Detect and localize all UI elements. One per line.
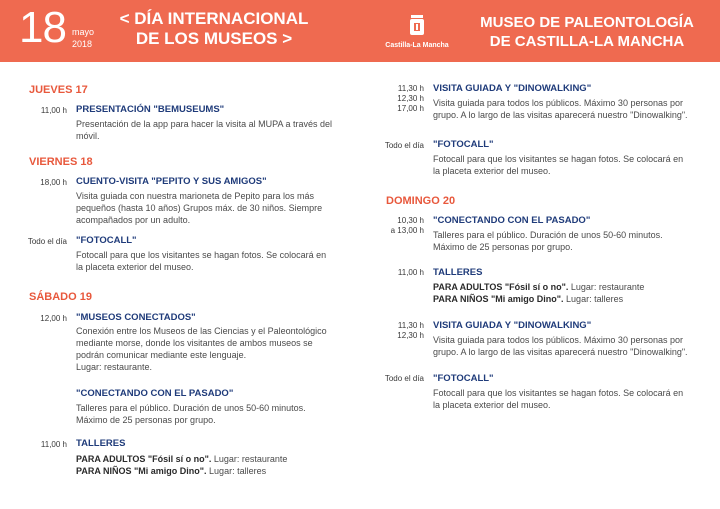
time-line: 11,30 h (397, 321, 424, 330)
header-day: 18 (19, 3, 66, 52)
event-description (76, 402, 346, 426)
museum-title (462, 13, 712, 51)
description-line: Talleres para el público. Duración de unos 50-60 minutos. (433, 230, 663, 240)
time-line: 12,30 h (397, 94, 424, 103)
description-line: Fotocall para que los visitantes se hagan fotos. Se colocará en (433, 388, 684, 398)
description-line: Conexión entre los Museos de las Ciencias y el Paleontológico (76, 326, 327, 336)
description-line: grupo. A lo largo de las visitas aparecerá nuestro "Dinowalking". (433, 110, 688, 120)
event-title-museos-conectados: "MUSEOS CONECTADOS" (76, 312, 196, 323)
workshop-kids: PARA NIÑOS "Mi amigo Dino". Lugar: talleres (76, 466, 267, 476)
time-line: 12,30 h (397, 331, 424, 340)
description-line: móvil. (76, 131, 100, 141)
day-heading-sunday: DOMINGO 20 (386, 195, 456, 207)
event-time: Todo el día (27, 237, 67, 246)
workshop-adults: PARA ADULTOS "Fósil sí o no". Lugar: restaurante (76, 454, 288, 464)
workshop-adults: PARA ADULTOS "Fósil sí o no". Lugar: restaurante (433, 282, 645, 292)
museum-title-line2: DE CASTILLA-LA MANCHA (489, 33, 685, 50)
event-time: 11,00 h (40, 440, 67, 449)
event-title-visita-guiada: VISITA GUIADA Y "DINOWALKING" (433, 83, 592, 94)
event-title-talleres: TALLERES (433, 267, 483, 278)
event-time: Todo el día (384, 141, 424, 150)
description-line: Presentación de la app para hacer la visita al MUPA a través del (76, 119, 332, 129)
day-heading-friday: VIERNES 18 (29, 156, 93, 168)
event-description (76, 190, 346, 226)
event-time (360, 216, 424, 236)
description-line: Máximo de 25 personas por grupo. (76, 415, 216, 425)
castilla-la-mancha-logo-icon (385, 12, 449, 56)
workshop-kids: PARA NIÑOS "Mi amigo Dino". Lugar: talleres (433, 294, 624, 304)
event-title-line2: DE LOS MUSEOS > (135, 29, 293, 48)
header-year: 2018 (72, 39, 93, 49)
header-banner (0, 0, 720, 62)
event-title-bemuseums: PRESENTACIÓN "BEMUSEUMS" (76, 104, 225, 115)
description-line: acompañados por un adulto. (76, 215, 191, 225)
event-description (76, 325, 346, 373)
event-title-talleres: TALLERES (76, 438, 126, 449)
day-heading-saturday: SÁBADO 19 (29, 291, 92, 303)
event-description (433, 281, 713, 305)
museum-title-line1: MUSEO DE PALEONTOLOGÍA (480, 14, 694, 31)
event-title-visita-guiada: VISITA GUIADA Y "DINOWALKING" (433, 320, 592, 331)
event-title-fotocall: "FOTOCALL" (433, 139, 494, 150)
event-title-line1: < DÍA INTERNACIONAL (119, 9, 309, 28)
description-line: mediante morse, donde los visitantes de ambos museos se (76, 338, 313, 348)
event-description (433, 334, 713, 358)
logo-label: Castilla-La Mancha (385, 42, 449, 49)
event-description (433, 153, 713, 177)
event-description (433, 229, 713, 253)
description-line: Fotocall para que los visitantes se hagan fotos. Se colocará en (76, 250, 327, 260)
time-line: 17,00 h (397, 104, 424, 113)
event-description (76, 453, 346, 477)
description-line: Lugar: restaurante. (76, 362, 153, 372)
time-line: 11,30 h (397, 84, 424, 93)
time-line: a 13,00 h (390, 226, 424, 235)
description-line: Máximo de 25 personas por grupo. (433, 242, 573, 252)
event-time: Todo el día (384, 374, 424, 383)
event-time (370, 84, 424, 114)
description-line: Visita guiada con nuestra marioneta de Pepito para los más (76, 191, 314, 201)
event-time: 12,00 h (40, 314, 67, 323)
description-line: la placeta exterior del museo. (76, 262, 194, 272)
description-line: Visita guiada para todos los públicos. Máximo 30 personas por (433, 335, 683, 345)
event-time (360, 321, 424, 341)
description-line: Talleres para el público. Duración de unos 50-60 minutos. (76, 403, 306, 413)
time-line: 10,30 h (397, 216, 424, 225)
event-description (433, 387, 713, 411)
event-title-conectando-pasado: "CONECTANDO CON EL PASADO" (76, 388, 234, 399)
event-time: 11,00 h (40, 106, 67, 115)
event-title-fotocall: "FOTOCALL" (433, 373, 494, 384)
description-line: la placeta exterior del museo. (433, 400, 551, 410)
event-time: 11,00 h (397, 268, 424, 277)
event-time: 18,00 h (40, 178, 67, 187)
event-description (433, 97, 713, 121)
description-line: grupo. A lo largo de las visitas aparecerá nuestro "Dinowalking". (433, 347, 688, 357)
event-title-cuento-visita: CUENTO-VISITA "PEPITO Y SUS AMIGOS" (76, 176, 267, 187)
description-line: la placeta exterior del museo. (433, 166, 551, 176)
event-title-fotocall: "FOTOCALL" (76, 235, 137, 246)
description-line: Fotocall para que los visitantes se hagan fotos. Se colocará en (433, 154, 684, 164)
event-title (109, 9, 319, 49)
day-heading-thursday: JUEVES 17 (29, 84, 88, 96)
header-month: mayo (72, 27, 95, 37)
event-description (76, 118, 346, 142)
event-description (76, 249, 346, 273)
description-line: Visita guiada para todos los públicos. Máximo 30 personas por (433, 98, 683, 108)
description-line: podrán comunicar mediante este lenguaje. (76, 350, 247, 360)
event-title-conectando-pasado: "CONECTANDO CON EL PASADO" (433, 215, 591, 226)
description-line: pequeños (hasta 10 años) Grupos máx. de 30 niños. Siempre (76, 203, 323, 213)
